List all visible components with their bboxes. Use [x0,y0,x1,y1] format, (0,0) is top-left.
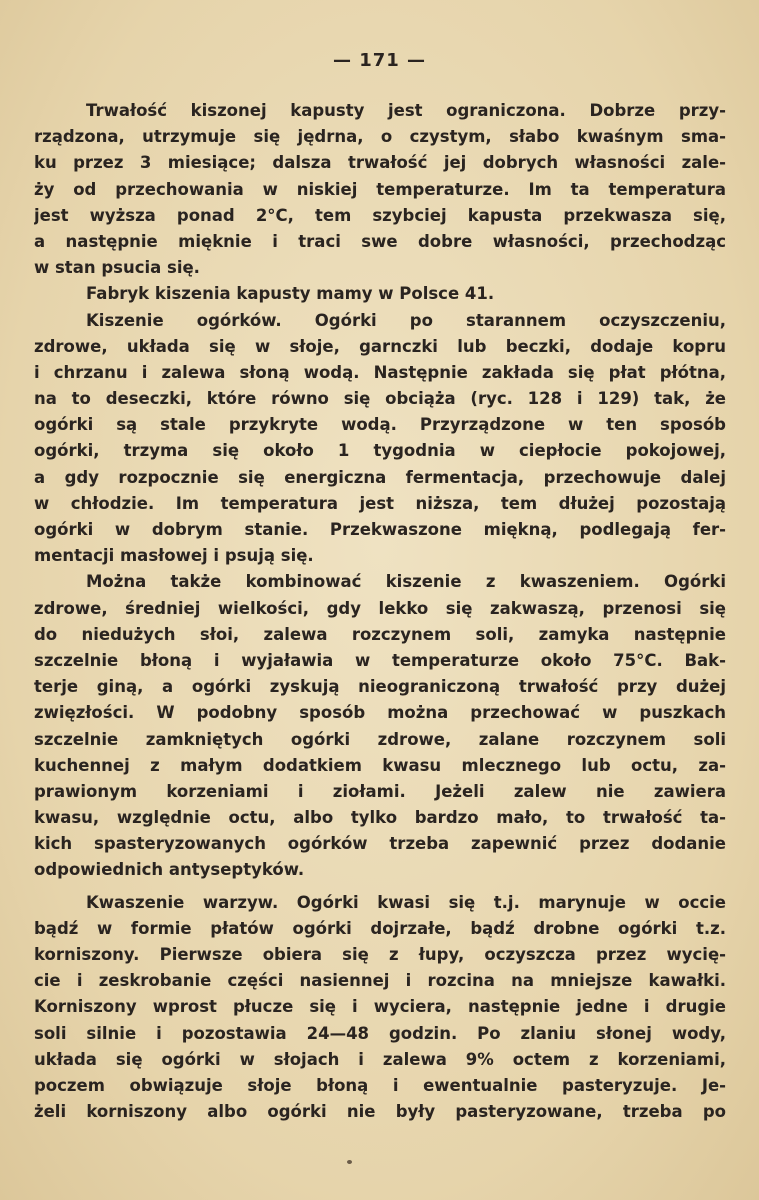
text-line [34,994,726,1020]
line-text: szczelnie zamkniętych ogórki zdrowe, zalane rozczynem soli [34,729,726,749]
line-text: układa się ogórki w słojach i zalewa 9% octem z korzeniami, [34,1049,726,1069]
line-text: żeli korniszony albo ogórki nie były pasteryzowane, trzeba po [34,1102,726,1122]
text-line [34,753,726,779]
text-line [34,1021,726,1047]
line-text: kwasu, względnie octu, albo tylko bardzo mało, to trwałość ta- [34,808,726,828]
line-text: zwięzłości. W podobny sposób można przechować w puszkach [34,703,726,723]
page-speck [347,1160,352,1164]
text-line [34,1073,726,1099]
line-text: zdrowe, średniej wielkości, gdy lekko się zakwaszą, przenosi się [34,598,726,618]
text-line [34,150,726,176]
line-text: Ogórki po starannem oczyszczeniu, [281,310,726,330]
text-line [34,360,726,386]
line-text: Trwałość kiszonej kapusty jest ograniczona. Dobrze przy- [86,101,726,120]
text-line [34,831,726,857]
text-line [34,491,726,517]
text-line [34,543,726,569]
line-text: na to deseczki, które równo się obciąża (ryc. 128 i 129) tak, że [34,389,726,409]
line-text: korniszony. Pierwsze obiera się z łupy, oczyszcza przez wycię- [34,945,726,964]
line-text: do niedużych słoi, zalewa rozczynem soli, zamyka następnie [34,624,726,644]
line-text: w stan psucia się. [34,258,200,278]
text-line [34,517,726,543]
text-line [34,177,726,203]
text-line [34,968,726,994]
line-text: Korniszony wprost płucze się i wyciera, następnie jedne i drugie [34,997,726,1017]
line-text: Ogórki kwasi się t.j. marynuje w occie [278,892,726,912]
text-line [34,308,726,334]
text-line [34,281,726,307]
line-text: ogórki w dobrym stanie. Przekwaszone miękną, podlegają fer- [34,520,726,539]
line-text: ży od przechowania w niskiej temperaturze. Im ta temperatura [34,179,726,199]
line-text: a gdy rozpocznie się energiczna fermentacja, przechowuje dalej [34,467,726,487]
body-text [34,98,726,1125]
text-line [34,229,726,255]
text-line [34,648,726,674]
line-text: a następnie mięknie i traci swe dobre własności, przechodząc [34,231,726,251]
text-line [34,779,726,805]
text-line [34,1099,726,1125]
line-text: rządzona, utrzymuje się jędrna, o czystym, słabo kwaśnym sma- [34,127,726,147]
text-line [34,203,726,229]
text-line [34,98,726,124]
text-line [34,465,726,491]
text-line [34,857,726,883]
line-text: kuchennej z małym dodatkiem kwasu mlecznego lub octu, za- [34,755,726,775]
text-line [34,438,726,464]
line-text: zdrowe, układa się w słoje, garnczki lub beczki, dodaje kopru [34,336,726,356]
line-text: Fabryk kiszenia kapusty mamy w Polsce 41. [86,284,495,304]
line-text: mentacji masłowej i psują się. [34,546,314,566]
text-line [34,727,726,753]
line-text: terje giną, a ogórki zyskują nieograniczoną trwałość przy dużej [34,677,726,697]
text-line [34,334,726,360]
line-text: Można także kombinować kiszenie z kwaszeniem. Ogórki [86,572,726,592]
text-line [34,412,726,438]
text-line [34,569,726,595]
text-line [34,700,726,726]
page-number: — 171 — [332,50,427,71]
text-line [34,674,726,700]
text-line [34,255,726,281]
line-text: poczem obwiązuje słoje błoną i ewentualnie pasteryzuje. Je- [34,1075,726,1095]
text-line [34,805,726,831]
text-line [34,916,726,942]
section-heading: Kiszenie ogórków. [86,310,282,330]
text-line [34,622,726,648]
line-text: kich spasteryzowanych ogórków trzeba zapewnić przez dodanie [34,834,726,854]
text-line [34,124,726,150]
text-line [34,890,726,916]
section-heading: Kwaszenie warzyw. [86,892,279,912]
text-line [34,386,726,412]
line-text: szczelnie błoną i wyjaławia w temperaturze około 75°C. Bak- [34,650,726,670]
line-text: cie i zeskrobanie części nasiennej i rozcina na mniejsze kawałki. [34,971,726,991]
line-text: w chłodzie. Im temperatura jest niższa, tem dłużej pozostają [34,493,726,513]
line-text: odpowiednich antyseptyków. [34,860,305,880]
line-text: ogórki, trzyma się około 1 tygodnia w ciepłocie pokojowej, [34,441,726,461]
line-text: soli silnie i pozostawia 24—48 godzin. Po zlaniu słonej wody, [34,1023,726,1043]
line-text: ku przez 3 miesiące; dalsza trwałość jej dobrych własności zale- [34,153,726,173]
line-text: i chrzanu i zalewa słoną wodą. Następnie zakłada się płat płótna, [34,362,726,382]
text-line [34,942,726,968]
line-text: prawionym korzeniami i ziołami. Jeżeli zalew nie zawiera [34,781,726,801]
line-text: ogórki są stale przykryte wodą. Przyrządzone w ten sposób [34,415,726,435]
line-text: jest wyższa ponad 2°C, tem szybciej kapusta przekwasza się, [34,205,726,225]
text-line [34,596,726,622]
line-text: bądź w formie płatów ogórki dojrzałe, bądź drobne ogórki t.z. [34,918,726,938]
text-line [34,1047,726,1073]
